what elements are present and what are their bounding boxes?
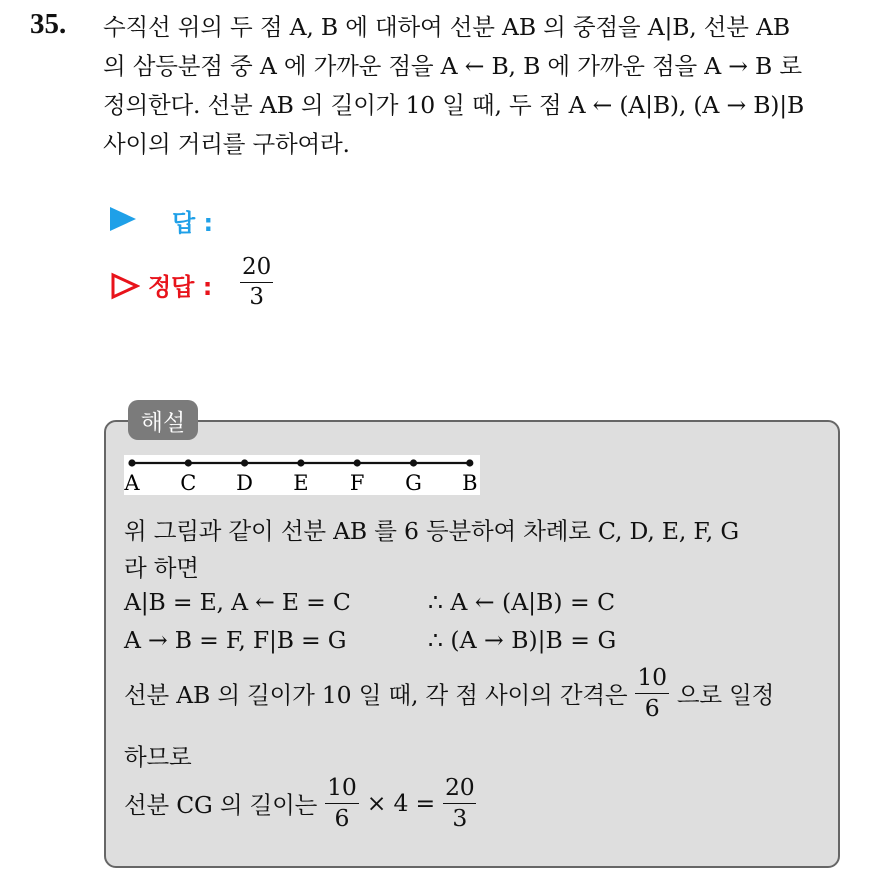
point-label-g: G [405,471,422,495]
correct-answer-fraction [240,256,273,309]
play-triangle-icon [110,207,136,231]
point-b [466,459,473,466]
outline-triangle-icon [110,272,140,300]
cg-numerator-2: 20 [443,776,477,804]
explanation-row2-right: ∴ (A → B)|B = G [428,626,617,654]
explanation-line-2: 라 하면 [124,554,199,582]
point-d [241,459,248,466]
point-label-b: B [462,471,478,495]
point-label-f: F [349,471,365,495]
explanation-line-1: 위 그림과 같이 선분 AB 를 6 등분하여 차례로 C, D, E, F, G [124,517,739,545]
cg-fraction-1 [325,773,359,832]
cg-denominator-1: 6 [334,803,350,832]
answer-label: 답 : [172,209,214,237]
point-c [185,459,192,466]
point-a [128,459,135,466]
question-line-2: 의 삼등분점 중 A 에 가까운 점을 A ← B, B 에 가까운 점을 A → B 로 [103,52,802,80]
number-line-svg [124,455,480,495]
question-line-4: 사이의 거리를 구하여라. [103,130,350,158]
question-line-3: 정의한다. 선분 AB 의 길이가 10 일 때, 두 점 A ← (A|B), (A → B)|B [103,91,805,119]
correct-numerator: 20 [240,256,273,283]
explanation-row1-left: A|B = E, A ← E = C [124,588,351,616]
interval-denominator: 6 [644,693,660,722]
explanation-line-7 [124,773,476,832]
interval-numerator: 10 [635,666,669,694]
point-label-c: C [180,471,197,495]
explanation-line-5-text: 선분 AB 의 길이가 10 일 때, 각 점 사이의 간격은 [124,681,628,709]
point-label-a: A [124,471,140,495]
question-line-1: 수직선 위의 두 점 A, B 에 대하여 선분 AB 의 중점을 A|B, 선분 AB [103,13,790,41]
cg-times-four: × 4 = [366,789,435,817]
explanation-line-5 [124,663,775,722]
point-f [354,459,361,466]
explanation-line-5-tail: 으로 일정 [676,681,775,709]
explanation-row2-left: A → B = F, F|B = G [124,626,347,654]
point-e [297,459,304,466]
point-label-d: D [236,471,254,495]
explanation-line-6: 하므로 [124,743,192,771]
interval-fraction [635,663,669,722]
explanation-row1-right: ∴ A ← (A|B) = C [428,588,616,616]
explanation-tag: 해설 [128,400,198,440]
cg-denominator-2: 3 [452,803,468,832]
point-label-e: E [293,471,309,495]
number-line-figure [124,455,480,495]
correct-answer-label: 정답 : [148,273,213,301]
cg-numerator-1: 10 [325,776,359,804]
correct-denominator: 3 [249,284,264,310]
question-number: 35. [30,8,67,40]
point-g [410,459,417,466]
explanation-line-7-text: 선분 CG 의 길이는 [124,791,318,819]
cg-fraction-2 [443,773,477,832]
